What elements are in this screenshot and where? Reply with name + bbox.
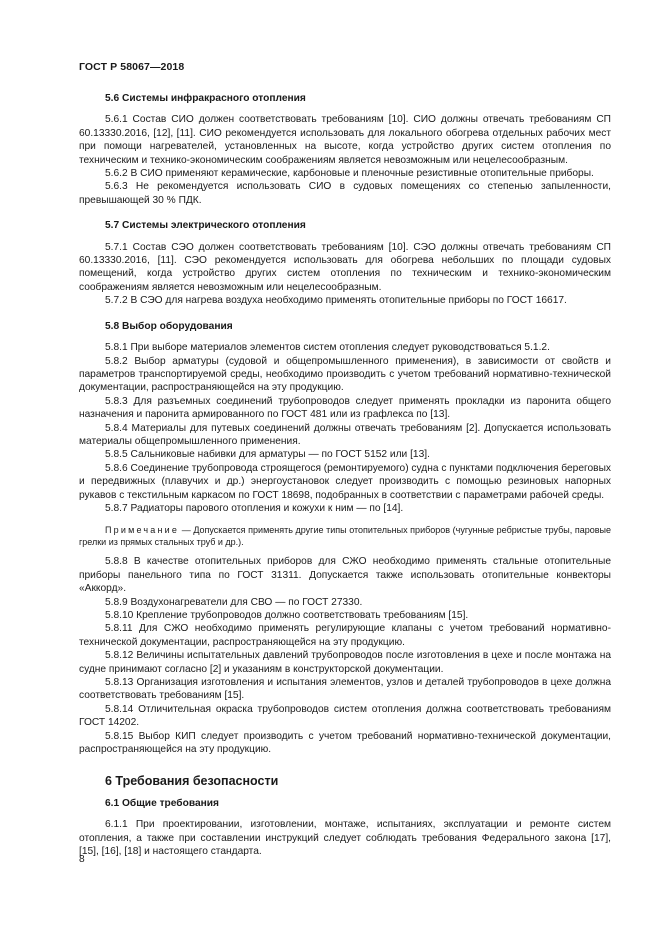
paragraph-5-8-2: 5.8.2 Выбор арматуры (судовой и общепромышленного применения), в зависимости от свойств и параметров транспортируемой среды, необходимо производить с учетом требований нормативно-технической документации, распространяющейся на эту продукцию. [79,355,611,394]
note [79,524,611,548]
paragraph-5-8-9: 5.8.9 Воздухонагреватели для СВО — по ГОСТ 27330. [105,596,363,608]
section-heading-5-8: 5.8 Выбор оборудования [105,320,233,332]
document-header: ГОСТ Р 58067—2018 [79,61,185,73]
paragraph-5-8-8: 5.8.8 В качестве отопительных приборов для СЖО необходимо применять стальные отопительные приборы панельного типа по ГОСТ 31311. Допускается также использовать отопительные конвекторы «Аккорд». [79,556,611,595]
paragraph-5-6-3: 5.6.3 Не рекомендуется использовать СИО в судовых помещениях со степенью запыленности, превышающей 30 % ПДК. [79,181,611,206]
paragraph-5-8-10: 5.8.10 Крепление трубопроводов должно соответствовать требованиям [15]. [105,610,469,621]
paragraph-6-1-1: 6.1.1 При проектировании, изготовлении, монтаже, испытаниях, эксплуатации и ремонте систем отопления, а также при составлении инструкций следует соблюдать требования Федерального закона [17], [15], [16], [18] и настоящего стандарта. [79,819,611,858]
paragraph-5-8-5: 5.8.5 Сальниковые набивки для арматуры — по ГОСТ 5152 или [13]. [105,449,430,461]
paragraph-5-8-4: 5.8.4 Материалы для путевых соединений должны отвечать требованиям [2]. Допускается использовать материалы общепромышленного применения. [79,422,611,447]
page-number: 8 [79,854,85,865]
note-label: Примечание [105,525,180,536]
paragraph-5-8-11: 5.8.11 Для СЖО необходимо применять регулирующие клапаны с учетом требований нормативно-технической документации, распространяющейся на эту продукцию. [79,623,611,648]
paragraph-5-8-1: 5.8.1 При выборе материалов элементов систем отопления следует руководствоваться 5.1.2. [105,342,550,354]
paragraph-5-8-15: 5.8.15 Выбор КИП следует производить с учетом требований нормативно-технической документации, распространяющейся на эту продукцию. [79,730,611,756]
document-body [79,92,611,859]
paragraph-5-6-2: 5.6.2 В СИО применяют керамические, карбоновые и пленочные резистивные отопительные приборы. [105,168,594,180]
section-heading-6-1: 6.1 Общие требования [105,797,219,809]
paragraph-5-8-14: 5.8.14 Отличительная окраска трубопроводов систем отопления должна соответствовать требованиям ГОСТ 14202. [79,703,611,729]
section-heading-5-7: 5.7 Системы электрического отопления [105,220,306,232]
section-heading-5-6: 5.6 Системы инфракрасного отопления [105,93,306,104]
paragraph-5-8-12: 5.8.12 Величины испытательных давлений трубопроводов после изготовления в цехе и после монтажа на судне принимают согласно [2] и указаниям в конструкторской документации. [79,650,611,675]
note-text: — Допускается применять другие типы отопительных приборов (чугунные ребристые трубы, паровые грелки из прямых стальных труб и др.). [79,525,611,548]
paragraph-5-8-6: 5.8.6 Соединение трубопровода строящегося (ремонтируемого) судна с пунктами подключения береговых и передвижных (плавучих и др.) энергоустановок следует производить с помощью резиновых напорных рукавов с текстильным каркасом по ГОСТ 18698, подобранных в соответствии с параметрами рабочей среды. [79,462,611,501]
paragraph-5-8-7: 5.8.7 Радиаторы парового отопления и кожухи к ним — по [14]. [105,502,404,514]
paragraph-5-8-13: 5.8.13 Организация изготовления и испытания элементов, узлов и деталей трубопроводов в цехе должна соответствовать требованиям [15]. [79,677,611,702]
paragraph-5-7-2: 5.7.2 В СЭО для нагрева воздуха необходимо применять отопительные приборы по ГОСТ 16617. [105,295,567,307]
chapter-heading-6: 6 Требования безопасности [105,774,279,789]
paragraph-5-8-3: 5.8.3 Для разъемных соединений трубопроводов следует применять прокладки из паронита общего назначения и паронита армированного по ГОСТ 481 или из графлекса по [13]. [79,395,611,421]
paragraph-5-7-1: 5.7.1 Состав СЭО должен соответствовать требованиям [10]. СЭО должны отвечать требованиям СП 60.13330.2016, [11]. СЭО рекомендуется использовать для обогрева небольших по площади судовых помещений, когда устройство других систем отопления по техническим и технико-экономическим соображениям является невозможным или нецелесообразным. [79,241,611,293]
paragraph-5-6-1: 5.6.1 Состав СИО должен соответствовать требованиям [10]. СИО должны отвечать требованиям СП 60.13330.2016, [12], [11]. СИО рекомендуется использовать для локального обогрева отдельных рабочих мест при помощи нагревателей, установленных на высоте, когда устройство других систем отопления по техническим и технико-экономическим соображениям является невозможным или нецелесообразным. [79,114,611,166]
